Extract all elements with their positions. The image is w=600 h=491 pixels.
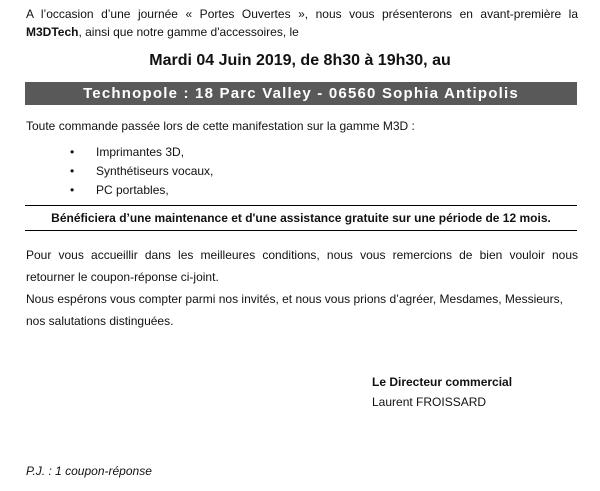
product-item: • PC portables, <box>70 181 213 200</box>
venue-banner: Technopole : 18 Parc Valley - 06560 Sophia Antipolis <box>25 82 577 105</box>
intro-line-2-rest: , ainsi que notre gamme d'accessoires, le <box>78 25 299 39</box>
product-item: • Synthétiseurs vocaux, <box>70 162 213 181</box>
intro-line-1: A l’occasion d’une journée « Portes Ouvertes », nous vous présenterons en avant-première la <box>26 7 578 21</box>
product-item: • Imprimantes 3D, <box>70 143 213 162</box>
signatory-name: Laurent FROISSARD <box>372 395 487 409</box>
signature-block <box>372 372 512 412</box>
signatory-title: Le Directeur commercial <box>372 375 513 389</box>
closing-paragraph: Nous espérons vous compter parmi nos invités, et nous vous prions d’agréer, Mesdames, Messieurs, nos salutations distinguées. <box>26 292 563 328</box>
welcome-paragraph: Pour vous accueillir dans les meilleures conditions, nous vous remercions de bien vouloir nous retourner le coupon-réponse ci-joint. <box>26 248 578 284</box>
brand-name: M3DTech <box>26 25 79 39</box>
order-statement: Toute commande passée lors de cette manifestation sur la gamme M3D : <box>26 119 415 133</box>
intro-line-2 <box>26 25 299 39</box>
intro-paragraph <box>26 5 578 41</box>
event-date-heading: Mardi 04 Juin 2019, de 8h30 à 19h30, au <box>149 52 451 69</box>
attachment-note: P.J. : 1 coupon-réponse <box>26 464 152 478</box>
maintenance-offer: Bénéficiera d’une maintenance et d'une assistance gratuite sur une période de 12 mois. <box>25 205 577 231</box>
product-list <box>70 143 213 200</box>
